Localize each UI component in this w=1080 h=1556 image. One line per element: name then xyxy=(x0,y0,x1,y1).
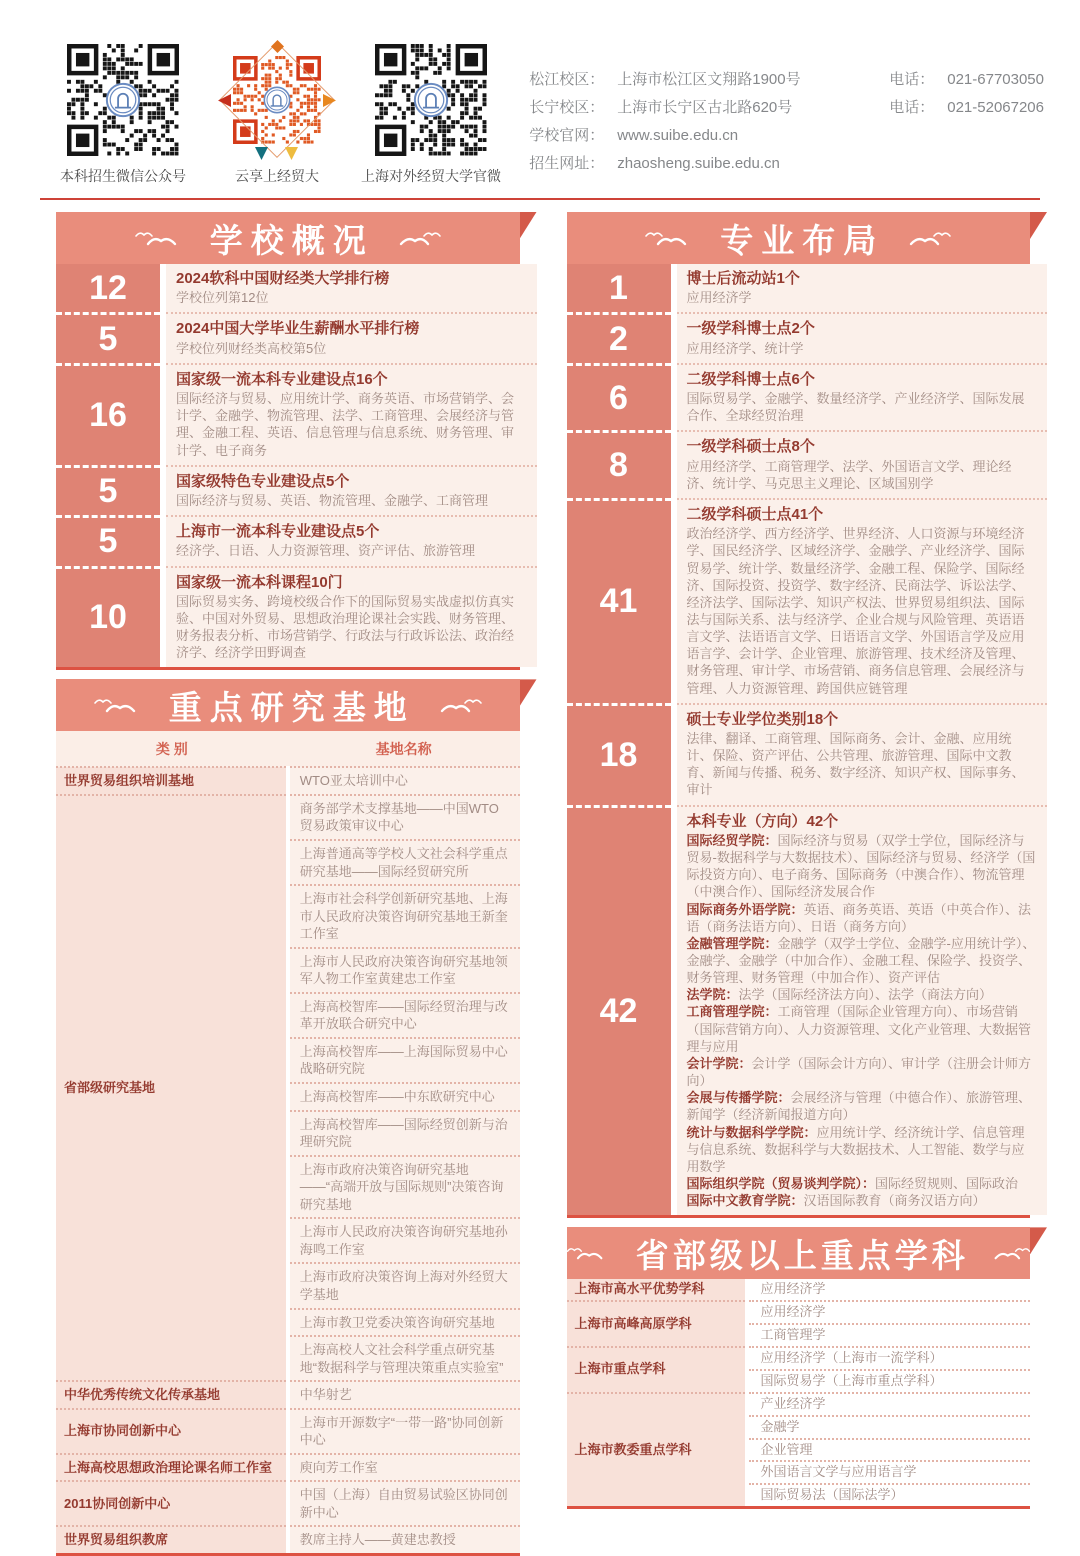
stat-title: 一级学科硕士点8个 xyxy=(686,438,815,456)
base-cell: 中华射艺 xyxy=(288,1381,520,1409)
stat-item xyxy=(56,264,537,312)
contact-info xyxy=(529,66,1044,186)
stat-desc: 国际经济与贸易、英语、物流管理、金融学、工商管理 xyxy=(176,492,489,508)
seagull-birds-icon xyxy=(91,694,137,716)
stat-desc: 国际贸易学、金融学、数量经济学、产业经济学、国际发展合作、全球经贸治理 xyxy=(686,391,1025,424)
stat-title: 博士后流动站1个 xyxy=(686,270,800,287)
stat-number: 16 xyxy=(56,363,160,465)
discipline-cell: 国际贸易学（上海市重点学科） xyxy=(747,1370,1031,1393)
college-programs: 工商管理学院：工商管理（国际企业管理方向）、市场营销（国际营销方向）、人力资源管理、文化产业管理、大数据管理与应用 xyxy=(686,1004,1032,1054)
category-cell: 省部级研究基地 xyxy=(56,795,288,1381)
stat-desc: 应用经济学、统计学 xyxy=(686,340,804,356)
base-cell: WTO亚太培训中心 xyxy=(288,767,520,795)
stat-desc: 国际经济与贸易、应用统计学、商务英语、市场营销学、会计学、金融学、物流管理、法学、工商管理、会展经济与管理、金融工程、英语、信息管理与信息系统、财务管理、审计学、电子商务 xyxy=(176,391,515,458)
base-cell: 教席主持人——黄建忠教授 xyxy=(288,1526,520,1553)
campus-address: 上海市松江区文翔路1900号 xyxy=(617,71,801,88)
base-cell: 商务部学术支撑基地——中国WTO贸易政策审议中心 xyxy=(288,795,520,840)
base-cell: 上海市社会科学创新研究基地、上海市人民政府决策咨询研究基地王新奎工作室 xyxy=(288,885,520,948)
stat-number: 2 xyxy=(567,312,671,362)
stat-title: 一级学科博士点2个 xyxy=(686,320,815,338)
section-banner-disciplines xyxy=(567,1227,1031,1279)
stat-title: 上海市一流本科专业建设点5个 xyxy=(176,523,380,541)
website-url: www.suibe.edu.cn xyxy=(617,127,739,144)
right-column xyxy=(567,212,1048,1556)
column-header-category: 类 别 xyxy=(56,731,288,767)
seagull-birds-icon xyxy=(908,227,954,249)
category-cell: 中华优秀传统文化传承基地 xyxy=(56,1381,288,1409)
college-programs: 会计学院：会计学（国际会计方向）、审计学（注册会计师方向） xyxy=(686,1055,1032,1089)
college-programs: 统计与数据科学学院：应用统计学、经济统计学、信息管理与信息系统、数据科学与大数据技术、人工智能、数学与应用数学 xyxy=(686,1124,1025,1174)
phone-number: 021-52067206 xyxy=(947,99,1044,116)
category-cell: 上海市协同创新中心 xyxy=(56,1409,288,1454)
qr-code-cloud xyxy=(210,44,344,186)
ribbon-fold xyxy=(1030,212,1047,239)
section-end-rule xyxy=(567,1506,1031,1509)
section-banner-research xyxy=(56,679,520,731)
ribbon-fold xyxy=(520,212,537,239)
campus-label: 松江校区： xyxy=(529,71,605,88)
base-cell: 中国（上海）自由贸易试验区协同创新中心 xyxy=(288,1481,520,1526)
contact-line-admissions xyxy=(529,150,1044,178)
category-cell: 上海高校思想政治理论课名师工作室 xyxy=(56,1454,288,1482)
seagull-birds-icon xyxy=(642,227,688,249)
category-cell: 上海市高峰高原学科 xyxy=(567,1301,747,1347)
category-cell: 上海市重点学科 xyxy=(567,1347,747,1393)
base-cell: 上海高校智库——上海国际贸易中心战略研究院 xyxy=(288,1038,520,1083)
phone-label: 电话： xyxy=(889,71,935,88)
ribbon-fold xyxy=(520,679,537,706)
table-row xyxy=(56,1526,520,1553)
header-divider xyxy=(40,198,1040,200)
seagull-birds-icon xyxy=(439,694,485,716)
table-row xyxy=(56,1454,520,1482)
section-title: 学校概况 xyxy=(209,221,374,259)
website-label: 学校官网： xyxy=(529,127,605,144)
table-row xyxy=(567,1279,1031,1301)
contact-line-songjiang xyxy=(529,66,1044,94)
stat-title: 硕士专业学位类别18个 xyxy=(686,710,839,728)
college-programs: 国际商务外语学院：英语、商务英语、英语（中英合作）、法语（商务法语方向）、日语（商务方向） xyxy=(686,901,1032,934)
table-row xyxy=(567,1301,1031,1324)
qr-code-image xyxy=(375,44,487,156)
college-programs: 国际经贸学院：国际经济与贸易（双学士学位，国际经济与贸易-数据科学与大数据技术）、国际经济与贸易、经济学（国际投资方向）、电子商务、国际商务（中澳合作）、物流管理（中澳合作）、国际经济发展合作 xyxy=(686,832,1036,900)
stat-number: 1 xyxy=(567,264,671,312)
stat-item xyxy=(567,703,1048,805)
base-cell: 上海市政府决策咨询研究基地——“高端开放与国际规则”决策咨询研究基地 xyxy=(288,1156,520,1219)
qr-caption: 云享上经贸大 xyxy=(235,168,319,184)
college-programs: 金融管理学院：金融学（双学士学位、金融学-应用统计学）、金融学、金融学（中加合作）、金融工程、保险学、投资学、财务管理、财务管理（中加合作）、资产评估 xyxy=(686,935,1036,986)
stat-item xyxy=(567,264,1048,312)
category-cell: 世界贸易组织培训基地 xyxy=(56,767,288,795)
stat-number: 12 xyxy=(56,264,160,312)
qr-code-image xyxy=(67,44,179,156)
left-column xyxy=(56,212,537,1556)
stat-desc: 政治经济学、西方经济学、世界经济、人口资源与环境经济学、国民经济学、区域经济学、金融学、产业经济学、国际贸易学、统计学、数量经济学、金融工程、保险学、国际经济、国际投资、投资学、数字经济、民商法学、诉讼法学、经济法学、国际法学、知识产权法、世界贸易组织法、国际法与国际关系、法与经济学、企业合规与风险管理、英语语言文学、法语语言文学、日语语言文学、外国语言学及应用语言学、会计学、企业管理、旅游管理、技术经济及管理、财务管理、审计学、市场营销、商务信息管理、会展经济与管理、人力资源管理、跨国供应链管理 xyxy=(686,526,1025,696)
stat-title: 国家级一流本科课程10门 xyxy=(176,573,343,591)
top-header xyxy=(0,0,1080,186)
petal-icon xyxy=(255,147,268,160)
stat-number: 6 xyxy=(567,363,671,431)
stat-title: 本科专业（方向）42个 xyxy=(686,812,839,830)
stat-item xyxy=(56,465,537,515)
stat-number: 42 xyxy=(567,805,671,1216)
school-logo-icon xyxy=(415,84,447,116)
base-cell: 上海市人民政府决策咨询研究基地领军人物工作室黄建忠工作室 xyxy=(288,948,520,993)
category-cell: 世界贸易组织教席 xyxy=(56,1526,288,1553)
campus-label: 长宁校区： xyxy=(529,99,605,116)
seagull-birds-icon xyxy=(398,227,444,249)
table-row xyxy=(56,1409,520,1454)
stat-item-undergraduate xyxy=(567,805,1048,1216)
stat-number: 41 xyxy=(567,498,671,703)
stat-title: 国家级一流本科专业建设点16个 xyxy=(176,370,388,388)
research-bases-table xyxy=(56,731,520,1553)
table-row xyxy=(56,795,520,840)
qr-caption: 本科招生微信公众号 xyxy=(60,168,186,184)
school-logo-icon xyxy=(107,84,139,116)
campus-address: 上海市长宁区古北路620号 xyxy=(617,99,793,116)
section-title: 专业布局 xyxy=(720,221,885,259)
seagull-birds-icon xyxy=(993,1242,1033,1264)
base-cell: 庾向芳工作室 xyxy=(288,1454,520,1482)
college-programs: 国际中文教育学院：汉语国际教育（商务汉语方向） xyxy=(686,1193,986,1209)
seagull-birds-icon xyxy=(132,227,178,249)
college-programs: 会展与传播学院：会展经济与管理（中德合作）、旅游管理、新闻学（经济新闻报道方向） xyxy=(686,1090,1032,1123)
college-programs: 法学院：法学（国际经济法方向）、法学（商法方向） xyxy=(686,987,993,1003)
stat-desc: 应用经济学、工商管理学、法学、外国语言文学、理论经济、统计学、马克思主义理论、区域国别学 xyxy=(686,458,1012,491)
discipline-cell: 应用经济学 xyxy=(747,1279,1031,1301)
key-disciplines-table xyxy=(567,1279,1031,1506)
stat-item xyxy=(567,430,1048,498)
stat-item xyxy=(567,363,1048,431)
table-row xyxy=(567,1347,1031,1370)
phone-number: 021-67703050 xyxy=(947,71,1044,88)
section-banner-overview xyxy=(56,212,520,264)
category-cell: 2011协同创新中心 xyxy=(56,1481,288,1526)
section-title: 重点研究基地 xyxy=(168,688,415,726)
admissions-label: 招生网址： xyxy=(529,155,605,172)
discipline-cell: 国际贸易法（国际法学） xyxy=(747,1484,1031,1506)
stat-title: 2024中国大学毕业生薪酬水平排行榜 xyxy=(176,320,420,338)
stat-title: 国家级特色专业建设点5个 xyxy=(176,472,350,490)
table-row xyxy=(56,1381,520,1409)
table-row xyxy=(56,767,520,795)
overview-list xyxy=(56,264,537,667)
discipline-cell: 工商管理学 xyxy=(747,1324,1031,1347)
stat-title: 二级学科硕士点41个 xyxy=(686,505,824,523)
stat-desc: 学校位列第12位 xyxy=(176,290,269,306)
college-programs: 国际组织学院（贸易谈判学院）：国际经贸规则、国际政治 xyxy=(686,1176,1019,1191)
stat-item xyxy=(567,312,1048,362)
stat-item xyxy=(56,312,537,362)
admissions-url: zhaosheng.suibe.edu.cn xyxy=(617,155,780,172)
base-cell: 上海普通高等学校人文社会科学重点研究基地——国际经贸研究所 xyxy=(288,840,520,885)
category-cell: 上海市教委重点学科 xyxy=(567,1393,747,1506)
stat-desc: 应用经济学 xyxy=(686,290,752,306)
stat-desc: 学校位列财经类高校第5位 xyxy=(176,340,327,356)
stat-item xyxy=(567,498,1048,703)
discipline-cell: 金融学 xyxy=(747,1416,1031,1439)
seagull-birds-icon xyxy=(564,1242,604,1264)
stat-item xyxy=(56,363,537,465)
stat-desc: 法律、翻译、工商管理、国际商务、会计、金融、应用统计、保险、资产评估、公共管理、旅游管理、国际中文教育、新闻与传播、税务、数字经济、知识产权、国际事务、审计 xyxy=(686,731,1025,798)
contact-line-website xyxy=(529,122,1044,150)
section-title: 省部级以上重点学科 xyxy=(635,1236,969,1274)
table-header-row xyxy=(56,731,520,767)
qr-code-row xyxy=(56,44,501,186)
discipline-cell: 企业管理 xyxy=(747,1439,1031,1462)
stat-number: 5 xyxy=(56,515,160,565)
stat-item xyxy=(56,515,537,565)
base-cell: 上海市开源数字“一带一路”协同创新中心 xyxy=(288,1409,520,1454)
petal-icon xyxy=(285,147,298,160)
qr-code-weibo xyxy=(361,44,501,186)
stat-number: 8 xyxy=(567,430,671,498)
stat-title: 2024软科中国财经类大学排行榜 xyxy=(176,270,390,287)
stat-number: 10 xyxy=(56,566,160,668)
base-cell: 上海高校智库——国际经贸创新与治理研究院 xyxy=(288,1111,520,1156)
base-cell: 上海高校智库——国际经贸治理与改革开放联合研究中心 xyxy=(288,993,520,1038)
table-row xyxy=(56,1481,520,1526)
base-cell: 上海高校智库——中东欧研究中心 xyxy=(288,1083,520,1111)
stat-desc: 经济学、日语、人力资源管理、资产评估、旅游管理 xyxy=(176,543,476,559)
contact-line-changning xyxy=(529,94,1044,122)
base-cell: 上海市人民政府决策咨询研究基地孙海鸣工作室 xyxy=(288,1218,520,1263)
discipline-cell: 应用经济学 xyxy=(747,1301,1031,1324)
stat-title: 二级学科博士点6个 xyxy=(686,370,815,388)
category-cell: 上海市高水平优势学科 xyxy=(567,1279,747,1301)
stat-number: 18 xyxy=(567,703,671,805)
discipline-cell: 应用经济学（上海市一流学科） xyxy=(747,1347,1031,1370)
qr-code-wechat xyxy=(56,44,190,186)
stat-number: 5 xyxy=(56,312,160,362)
stat-item xyxy=(56,566,537,668)
discipline-cell: 产业经济学 xyxy=(747,1393,1031,1416)
base-cell: 上海市教卫党委决策咨询研究基地 xyxy=(288,1309,520,1337)
table-row xyxy=(567,1393,1031,1416)
section-banner-majors xyxy=(567,212,1031,264)
column-header-base: 基地名称 xyxy=(288,731,520,767)
base-cell: 上海高校人文社会科学重点研究基地“数据科学与管理决策重点实验室” xyxy=(288,1336,520,1381)
stat-number: 5 xyxy=(56,465,160,515)
base-cell: 上海市政府决策咨询上海对外经贸大学基地 xyxy=(288,1263,520,1308)
phone-label: 电话： xyxy=(889,99,935,116)
majors-list xyxy=(567,264,1048,1215)
stat-desc: 国际贸易实务、跨境校级合作下的国际贸易实战虚拟仿真实验、中国对外贸易、思想政治理论课社会实践、财务管理、财务报表分析、市场营销学、行政法与行政诉讼法、政治经济学、经济学田野调查 xyxy=(176,593,515,661)
qr-caption: 上海对外经贸大学官微 xyxy=(361,168,501,184)
discipline-cell: 外国语言文学与应用语言学 xyxy=(747,1461,1031,1484)
